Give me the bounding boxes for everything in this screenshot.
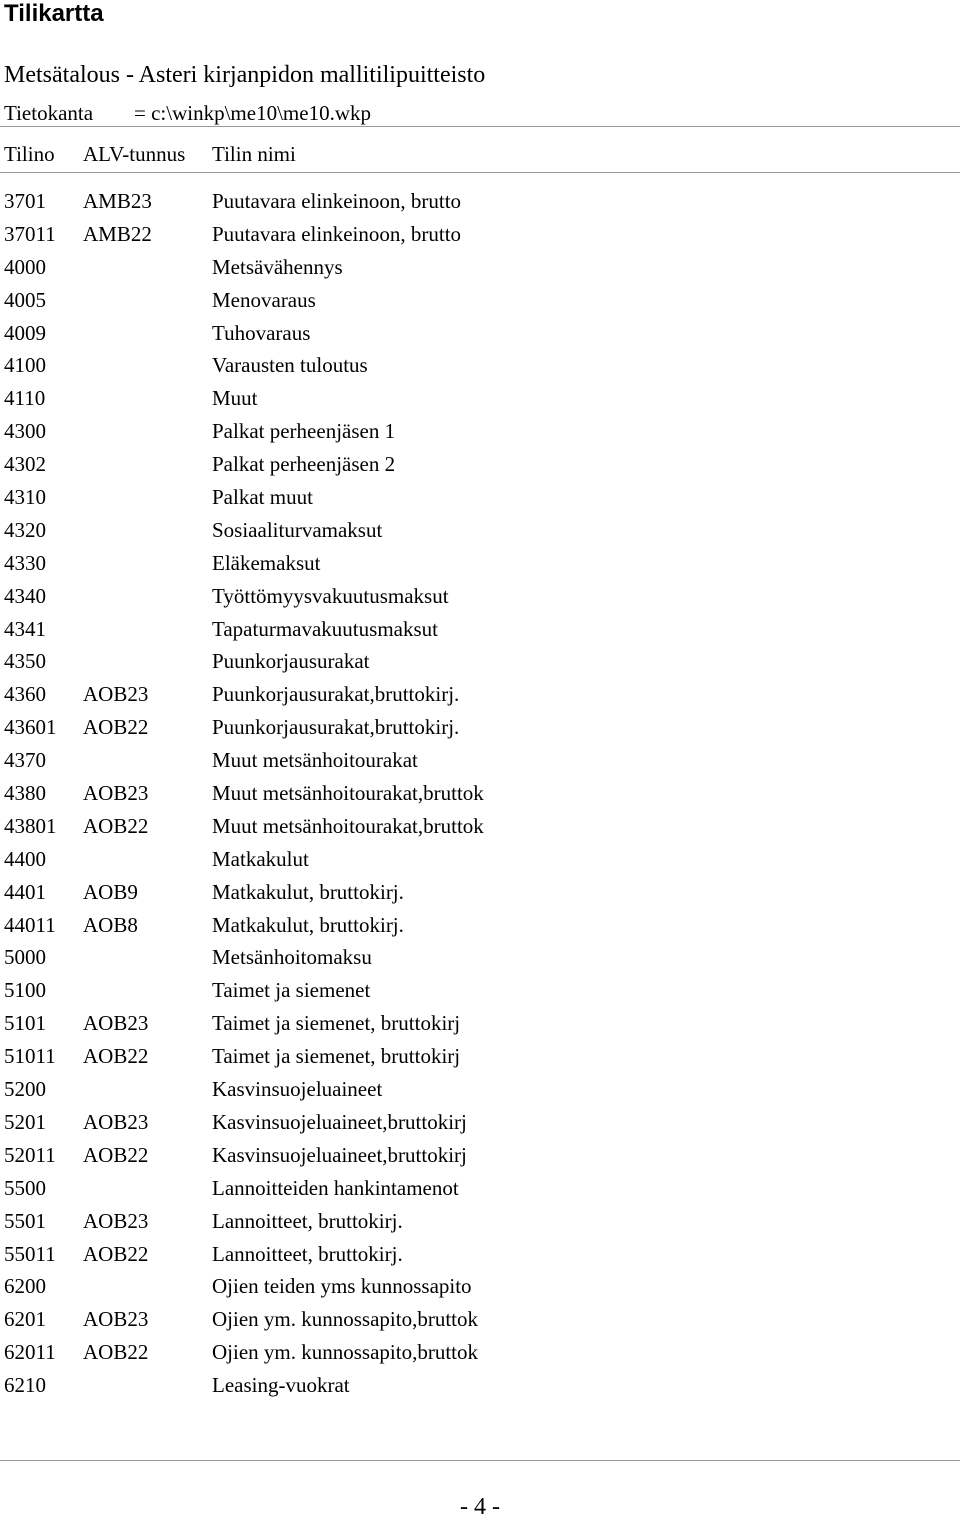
vat-code: AOB8 (83, 912, 138, 937)
account-number: 4300 (4, 419, 46, 444)
account-name: Leasing-vuokrat (212, 1373, 350, 1398)
vat-code: AOB22 (83, 1340, 149, 1365)
account-name: Sosiaaliturvamaksut (212, 517, 383, 542)
vat-code: AOB9 (83, 879, 138, 904)
column-header-account: Tilino (4, 142, 55, 166)
table-row (0, 1240, 960, 1273)
account-number: 5201 (4, 1109, 46, 1134)
account-number: 37011 (4, 221, 56, 246)
table-row (0, 384, 960, 417)
account-number: 5500 (4, 1175, 46, 1200)
vat-code: AMB22 (83, 221, 152, 246)
account-name: Puunkorjausurakat,bruttokirj. (212, 682, 460, 707)
account-number: 43801 (4, 813, 57, 838)
account-name: Muut metsänhoitourakat,bruttok (212, 781, 484, 806)
table-row (0, 1009, 960, 1042)
table-row (0, 1338, 960, 1371)
account-number: 44011 (4, 912, 56, 937)
account-name: Lannoitteiden hankintamenot (212, 1175, 459, 1200)
account-name: Matkakulut, bruttokirj. (212, 879, 404, 904)
vat-code: AOB23 (83, 1208, 149, 1233)
account-name: Ojien teiden yms kunnossapito (212, 1274, 472, 1299)
account-number: 4341 (4, 616, 46, 641)
account-name: Taimet ja siemenet, bruttokirj (212, 1011, 461, 1036)
account-table (0, 187, 960, 1404)
account-name: Muut metsänhoitourakat (212, 748, 418, 773)
database-line (4, 100, 371, 126)
account-name: Varausten tuloutus (212, 353, 368, 378)
vat-code: AOB23 (83, 1011, 149, 1036)
account-number: 4330 (4, 550, 46, 575)
table-row (0, 286, 960, 319)
account-name: Muut metsänhoitourakat,bruttok (212, 813, 484, 838)
account-number: 3701 (4, 189, 46, 213)
table-row (0, 713, 960, 746)
table-row (0, 1075, 960, 1108)
vat-code: AOB22 (83, 1142, 149, 1167)
account-name: Puutavara elinkeinoon, brutto (212, 189, 462, 213)
account-name: Tapaturmavakuutusmaksut (212, 616, 438, 641)
account-number: 55011 (4, 1241, 56, 1266)
vat-code: AOB22 (83, 1241, 149, 1266)
account-name: Metsänhoitomaksu (212, 945, 372, 970)
table-row (0, 680, 960, 713)
table-row (0, 1174, 960, 1207)
table-row (0, 516, 960, 549)
document-subtitle: Metsätalous - Asteri kirjanpidon mallitilipuitteisto (4, 62, 486, 88)
table-row (0, 845, 960, 878)
account-number: 5200 (4, 1077, 46, 1102)
table-row (0, 1305, 960, 1338)
account-number: 6201 (4, 1307, 46, 1332)
table-row (0, 911, 960, 944)
footer-divider (0, 1460, 960, 1461)
account-number: 4009 (4, 320, 46, 345)
account-name: Matkakulut, bruttokirj. (212, 912, 404, 937)
account-name: Lannoitteet, bruttokirj. (212, 1208, 403, 1233)
table-row (0, 878, 960, 911)
account-name: Ojien ym. kunnossapito,bruttok (212, 1340, 478, 1365)
table-row (0, 220, 960, 253)
account-number: 4320 (4, 517, 46, 542)
account-number: 51011 (4, 1044, 56, 1069)
table-row (0, 647, 960, 680)
account-number: 4340 (4, 583, 46, 608)
table-row (0, 1108, 960, 1141)
vat-code: AOB23 (83, 781, 149, 806)
table-row (0, 976, 960, 1009)
table-row (0, 1371, 960, 1404)
account-number: 4360 (4, 682, 46, 707)
account-name: Kasvinsuojeluaineet,bruttokirj (212, 1142, 467, 1167)
account-name: Tuhovaraus (212, 320, 311, 345)
table-row (0, 483, 960, 516)
account-name: Kasvinsuojeluaineet (212, 1077, 383, 1102)
account-name: Palkat perheenjäsen 1 (212, 419, 396, 444)
account-number: 5000 (4, 945, 46, 970)
account-number: 52011 (4, 1142, 56, 1167)
account-name: Menovaraus (212, 287, 316, 312)
table-row (0, 812, 960, 845)
column-header-vat: ALV-tunnus (83, 142, 186, 166)
account-name: Matkakulut (212, 846, 309, 871)
column-header-name: Tilin nimi (212, 142, 296, 166)
account-number: 4310 (4, 485, 46, 510)
account-number: 4100 (4, 353, 46, 378)
table-row (0, 450, 960, 483)
table-row (0, 1141, 960, 1174)
table-row (0, 746, 960, 779)
account-number: 4380 (4, 781, 46, 806)
account-name: Puunkorjausurakat (212, 649, 370, 674)
table-row (0, 582, 960, 615)
account-number: 4000 (4, 254, 46, 279)
table-row (0, 1272, 960, 1305)
vat-code: AOB23 (83, 1109, 149, 1134)
account-number: 4400 (4, 846, 46, 871)
page-title: Tilikartta (4, 0, 104, 27)
account-number: 5100 (4, 978, 46, 1003)
table-row (0, 417, 960, 450)
account-name: Lannoitteet, bruttokirj. (212, 1241, 403, 1266)
account-name: Taimet ja siemenet (212, 978, 371, 1003)
account-name: Eläkemaksut (212, 550, 321, 575)
table-row (0, 351, 960, 384)
account-name: Puutavara elinkeinoon, brutto (212, 221, 462, 246)
table-row (0, 943, 960, 976)
account-name: Palkat perheenjäsen 2 (212, 452, 396, 477)
vat-code: AOB22 (83, 715, 149, 740)
vat-code: AOB22 (83, 813, 149, 838)
account-number: 4302 (4, 452, 46, 477)
table-row (0, 615, 960, 648)
header-divider-top (0, 126, 960, 127)
table-row (0, 549, 960, 582)
vat-code: AMB23 (83, 189, 152, 213)
account-name: Muut (212, 386, 258, 411)
account-name: Ojien ym. kunnossapito,bruttok (212, 1307, 478, 1332)
vat-code: AOB23 (83, 682, 149, 707)
account-number: 62011 (4, 1340, 56, 1365)
account-number: 4401 (4, 879, 46, 904)
account-name: Metsävähennys (212, 254, 343, 279)
vat-code: AOB23 (83, 1307, 149, 1332)
account-name: Puunkorjausurakat,bruttokirj. (212, 715, 460, 740)
database-label: Tietokanta (4, 101, 94, 125)
vat-code: AOB22 (83, 1044, 149, 1069)
account-number: 5501 (4, 1208, 46, 1233)
account-name: Palkat muut (212, 485, 313, 510)
account-number: 6200 (4, 1274, 46, 1299)
header-divider-bottom (0, 172, 960, 173)
table-row (0, 319, 960, 352)
table-row (0, 1042, 960, 1075)
account-number: 5101 (4, 1011, 46, 1036)
table-row (0, 1207, 960, 1240)
table-row (0, 253, 960, 286)
account-number: 4350 (4, 649, 46, 674)
account-number: 4005 (4, 287, 46, 312)
account-number: 4370 (4, 748, 46, 773)
account-number: 43601 (4, 715, 57, 740)
account-name: Kasvinsuojeluaineet,bruttokirj (212, 1109, 467, 1134)
table-row (0, 779, 960, 812)
account-number: 6210 (4, 1373, 46, 1398)
account-name: Työttömyysvakuutusmaksut (212, 583, 449, 608)
database-path: = c:\winkp\me10\me10.wkp (134, 101, 371, 125)
account-number: 4110 (4, 386, 46, 411)
table-row (0, 187, 960, 220)
account-name: Taimet ja siemenet, bruttokirj (212, 1044, 461, 1069)
page-number: - 4 - (460, 1494, 500, 1520)
